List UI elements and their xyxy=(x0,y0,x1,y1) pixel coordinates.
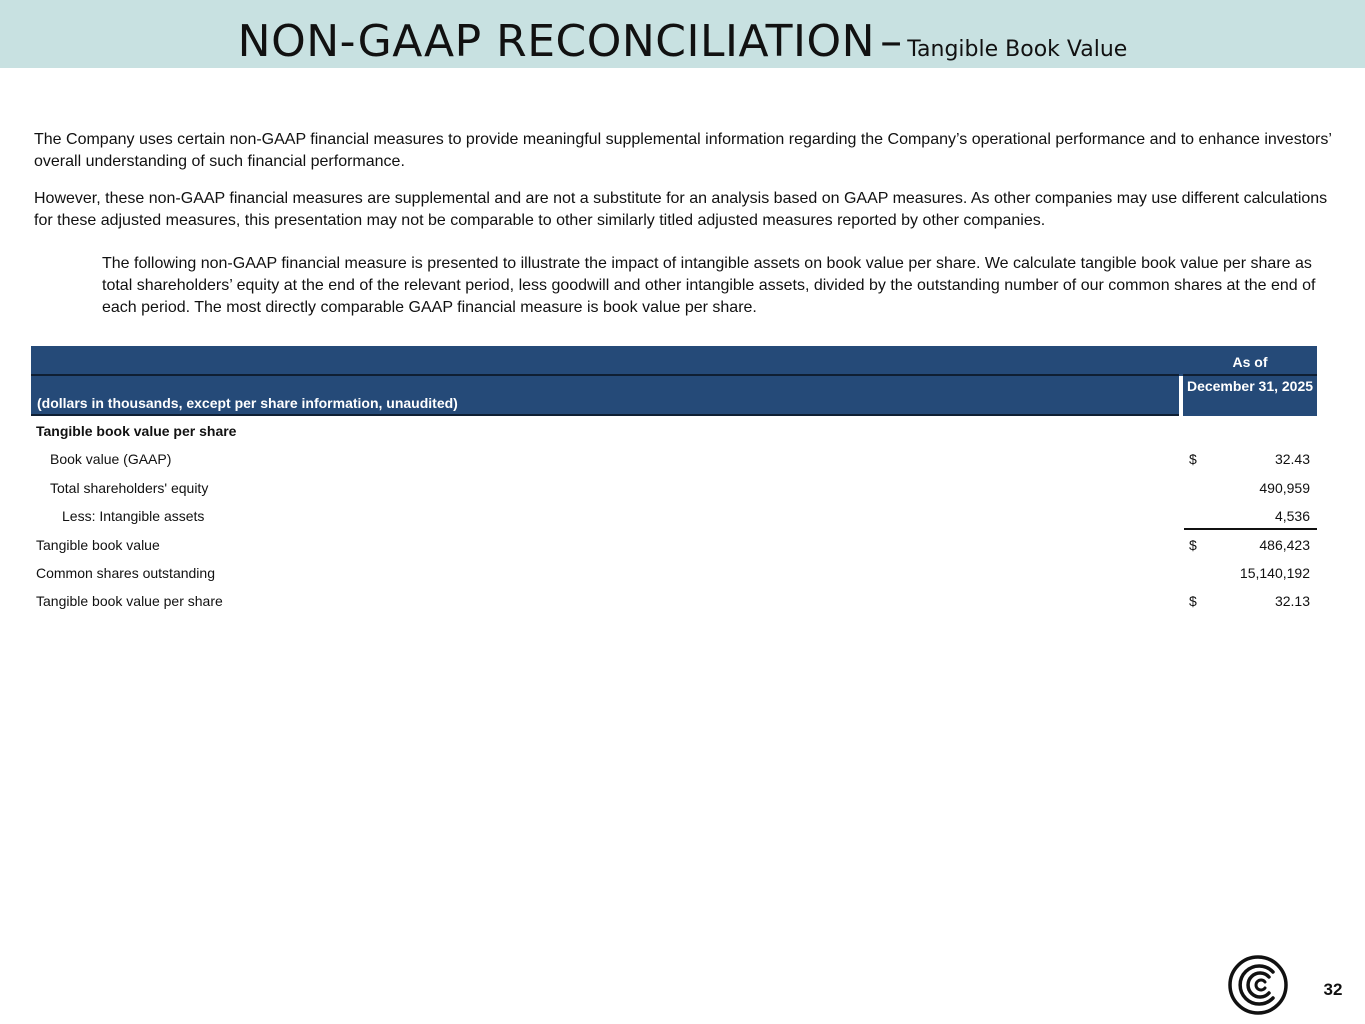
period-header: December 31, 2025 xyxy=(1186,378,1314,394)
intro-paragraph: The Company uses certain non-GAAP financial measures to provide meaningful supplemental information regarding the Company’s operational performance and to enhance investors’ overall understanding of such financial performance. xyxy=(34,131,1332,170)
row-label: Total shareholders' equity xyxy=(50,479,209,496)
slide-title xyxy=(0,16,1365,67)
measure-description-paragraph: The following non-GAAP financial measure is presented to illustrate the impact of intangible assets on book value per share. We calculate tangible book value per share as total shareholders’ equity at the end of the relevant period, less goodwill and other intangible assets, divided by the outstanding number of our common shares at the end of each period. The most directly comparable GAAP financial measure is book value per share. xyxy=(102,255,1316,316)
currency-symbol: $ xyxy=(1189,593,1197,610)
table-row xyxy=(31,558,1317,586)
page-number: 32 xyxy=(1323,980,1343,999)
table-row xyxy=(31,416,1317,444)
currency-symbol: $ xyxy=(1189,536,1197,553)
table-row xyxy=(31,473,1317,501)
row-value: 15,140,192 xyxy=(1239,564,1310,581)
row-label: Tangible book value per share xyxy=(36,423,237,439)
row-label: Book value (GAAP) xyxy=(50,451,172,468)
row-label: Less: Intangible assets xyxy=(62,508,205,525)
row-value: 32.43 xyxy=(1274,451,1310,468)
title-subtitle: Tangible Book Value xyxy=(907,37,1128,62)
table-header xyxy=(31,346,1317,416)
row-value: 490,959 xyxy=(1259,479,1310,496)
row-value: 4,536 xyxy=(1274,508,1310,525)
currency-symbol: $ xyxy=(1189,451,1197,468)
header-divider xyxy=(1183,374,1317,376)
table-row xyxy=(31,501,1317,529)
company-logo-icon xyxy=(1227,954,1289,1016)
row-label: Tangible book value per share xyxy=(36,593,223,610)
header-divider xyxy=(31,374,1179,376)
table-row xyxy=(31,444,1317,472)
row-label: Tangible book value xyxy=(36,536,160,553)
disclaimer-paragraph: However, these non-GAAP financial measures are supplemental and are not a substitute for an analysis based on GAAP measures. As other companies may use different calculations for these adjusted measures, this presentation may not be comparable to other similarly titled adjusted measures reported by other companies. xyxy=(34,190,1328,229)
reconciliation-table xyxy=(31,346,1317,615)
table-caption: (dollars in thousands, except per share information, unaudited) xyxy=(37,395,458,411)
row-value: 486,423 xyxy=(1259,536,1310,553)
title-dash: – xyxy=(880,16,903,67)
title-main: NON-GAAP RECONCILIATION xyxy=(237,16,876,67)
table-row xyxy=(31,586,1317,614)
row-value: 32.13 xyxy=(1274,593,1310,610)
row-label: Common shares outstanding xyxy=(36,564,215,581)
as-of-label: As of xyxy=(1232,354,1268,370)
table-row xyxy=(31,530,1317,558)
